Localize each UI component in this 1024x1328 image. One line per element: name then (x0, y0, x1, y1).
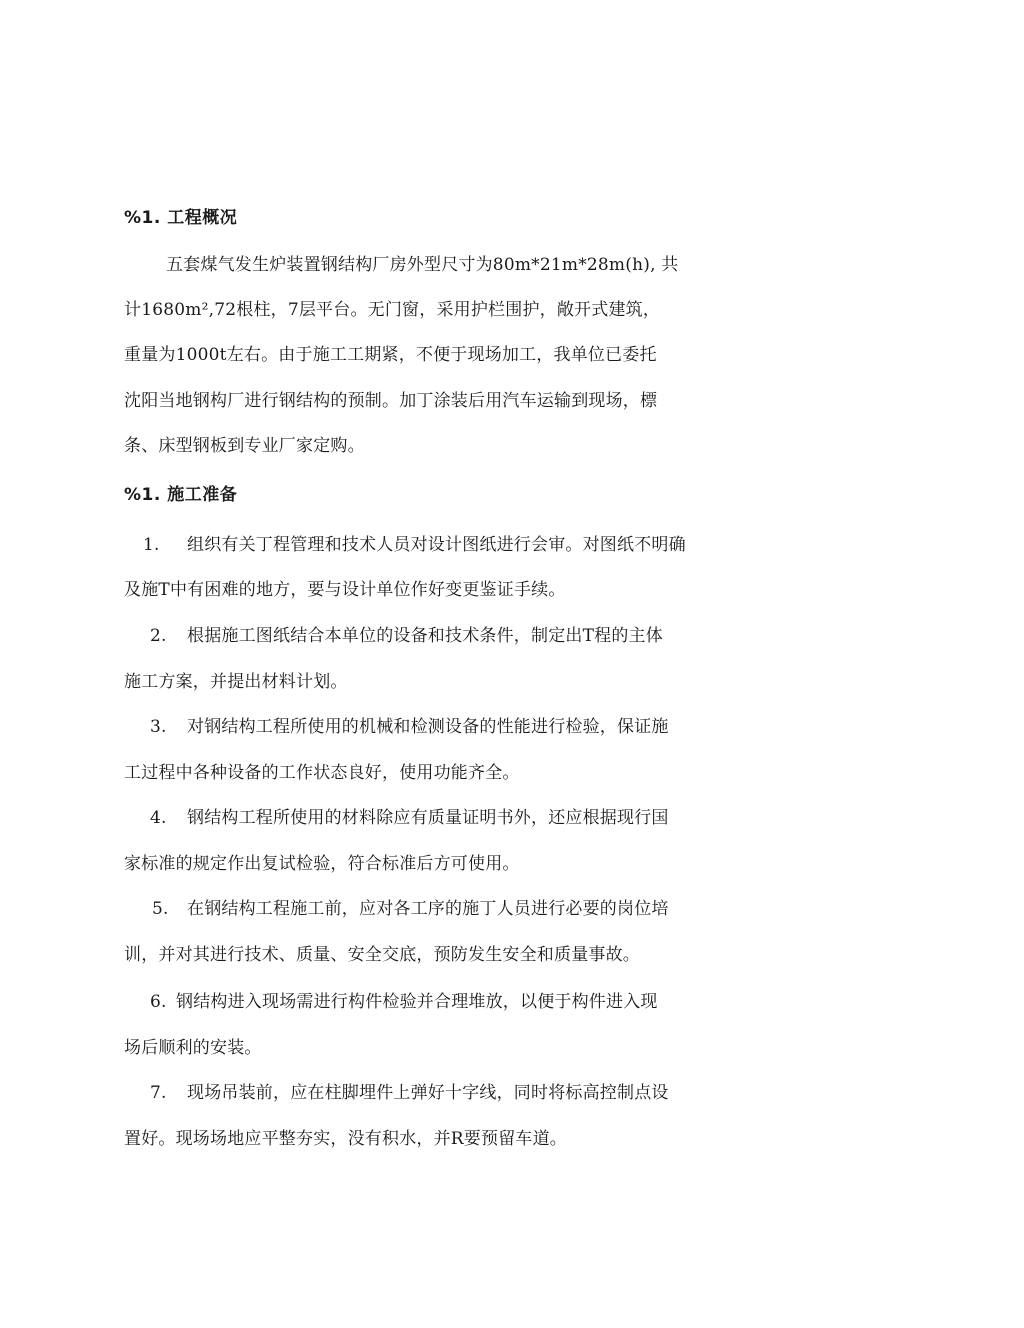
item-number: 5. (152, 899, 169, 919)
section-heading-overview: %1. 工程概况 (124, 208, 238, 228)
item-number: 4. (150, 808, 167, 828)
overview-line-5: 条、床型钢板到专业厂家定购。 (124, 436, 365, 456)
prep-item-7 (150, 1082, 669, 1104)
item-number: 2. (150, 626, 167, 646)
item-number: 6. (150, 992, 167, 1012)
prep-item-4-cont: 家标准的规定作出复试检验，符合标准后方可使用。 (124, 854, 520, 874)
item-text: 钢结构工程所使用的材料除应有质量证明书外，还应根据现行国 (187, 808, 669, 828)
prep-item-2 (150, 625, 663, 647)
prep-item-6-cont: 场后顺利的安装。 (124, 1038, 262, 1058)
prep-item-3-cont: 工过程中各种设备的工作状态良好，使用功能齐全。 (124, 763, 520, 783)
overview-line-2: 计1680m²,72根柱，7层平台。无门窗，采用护栏围护，敞开式建筑， (124, 300, 661, 320)
item-text: 在钢结构工程施工前，应对各工序的施丁人员进行必要的岗位培 (187, 899, 669, 919)
prep-item-7-cont: 置好。现场场地应平整夯实，没有积水，并R要预留车道。 (124, 1129, 567, 1149)
prep-item-2-cont: 施工方案，并提出材料计划。 (124, 672, 348, 692)
item-text: 组织有关丁程管理和技术人员对设计图纸进行会审。对图纸不明确 (187, 535, 686, 555)
prep-item-5-cont: 训，并对其进行技术、质量、安全交底，预防发生安全和质量事故。 (124, 945, 640, 965)
prep-item-3 (150, 716, 669, 738)
prep-item-5 (152, 898, 669, 920)
prep-item-1 (143, 534, 686, 556)
overview-line-3: 重量为1000t左右。由于施工工期紧，不便于现场加工，我单位已委托 (124, 345, 657, 365)
item-text: 对钢结构工程所使用的机械和检测设备的性能进行检验，保证施 (187, 717, 669, 737)
prep-item-4 (150, 807, 669, 829)
item-number: 7. (150, 1083, 167, 1103)
prep-item-1-cont: 及施T中有困难的地方，要与设计单位作好变更鉴证手续。 (124, 580, 566, 600)
prep-item-6 (150, 991, 658, 1013)
item-text: 根据施工图纸结合本单位的设备和技术条件，制定出T程的主体 (187, 626, 663, 646)
item-number: 1. (143, 535, 160, 555)
item-text: 钢结构进入现场需进行构件检验并合理堆放，以便于构件进入现 (176, 992, 658, 1012)
item-text: 现场吊装前，应在柱脚埋件上弹好十字线，同时将标高控制点设 (187, 1083, 669, 1103)
overview-line-4: 沈阳当地钢构厂进行钢结构的预制。加丁涂装后用汽车运输到现场，標 (124, 391, 658, 411)
section-heading-preparation: %1. 施工准备 (124, 485, 238, 505)
item-number: 3. (150, 717, 167, 737)
overview-line-1: 五套煤气发生炉装置钢结构厂房外型尺寸为80m*21m*28m(h), 共 (166, 255, 679, 275)
